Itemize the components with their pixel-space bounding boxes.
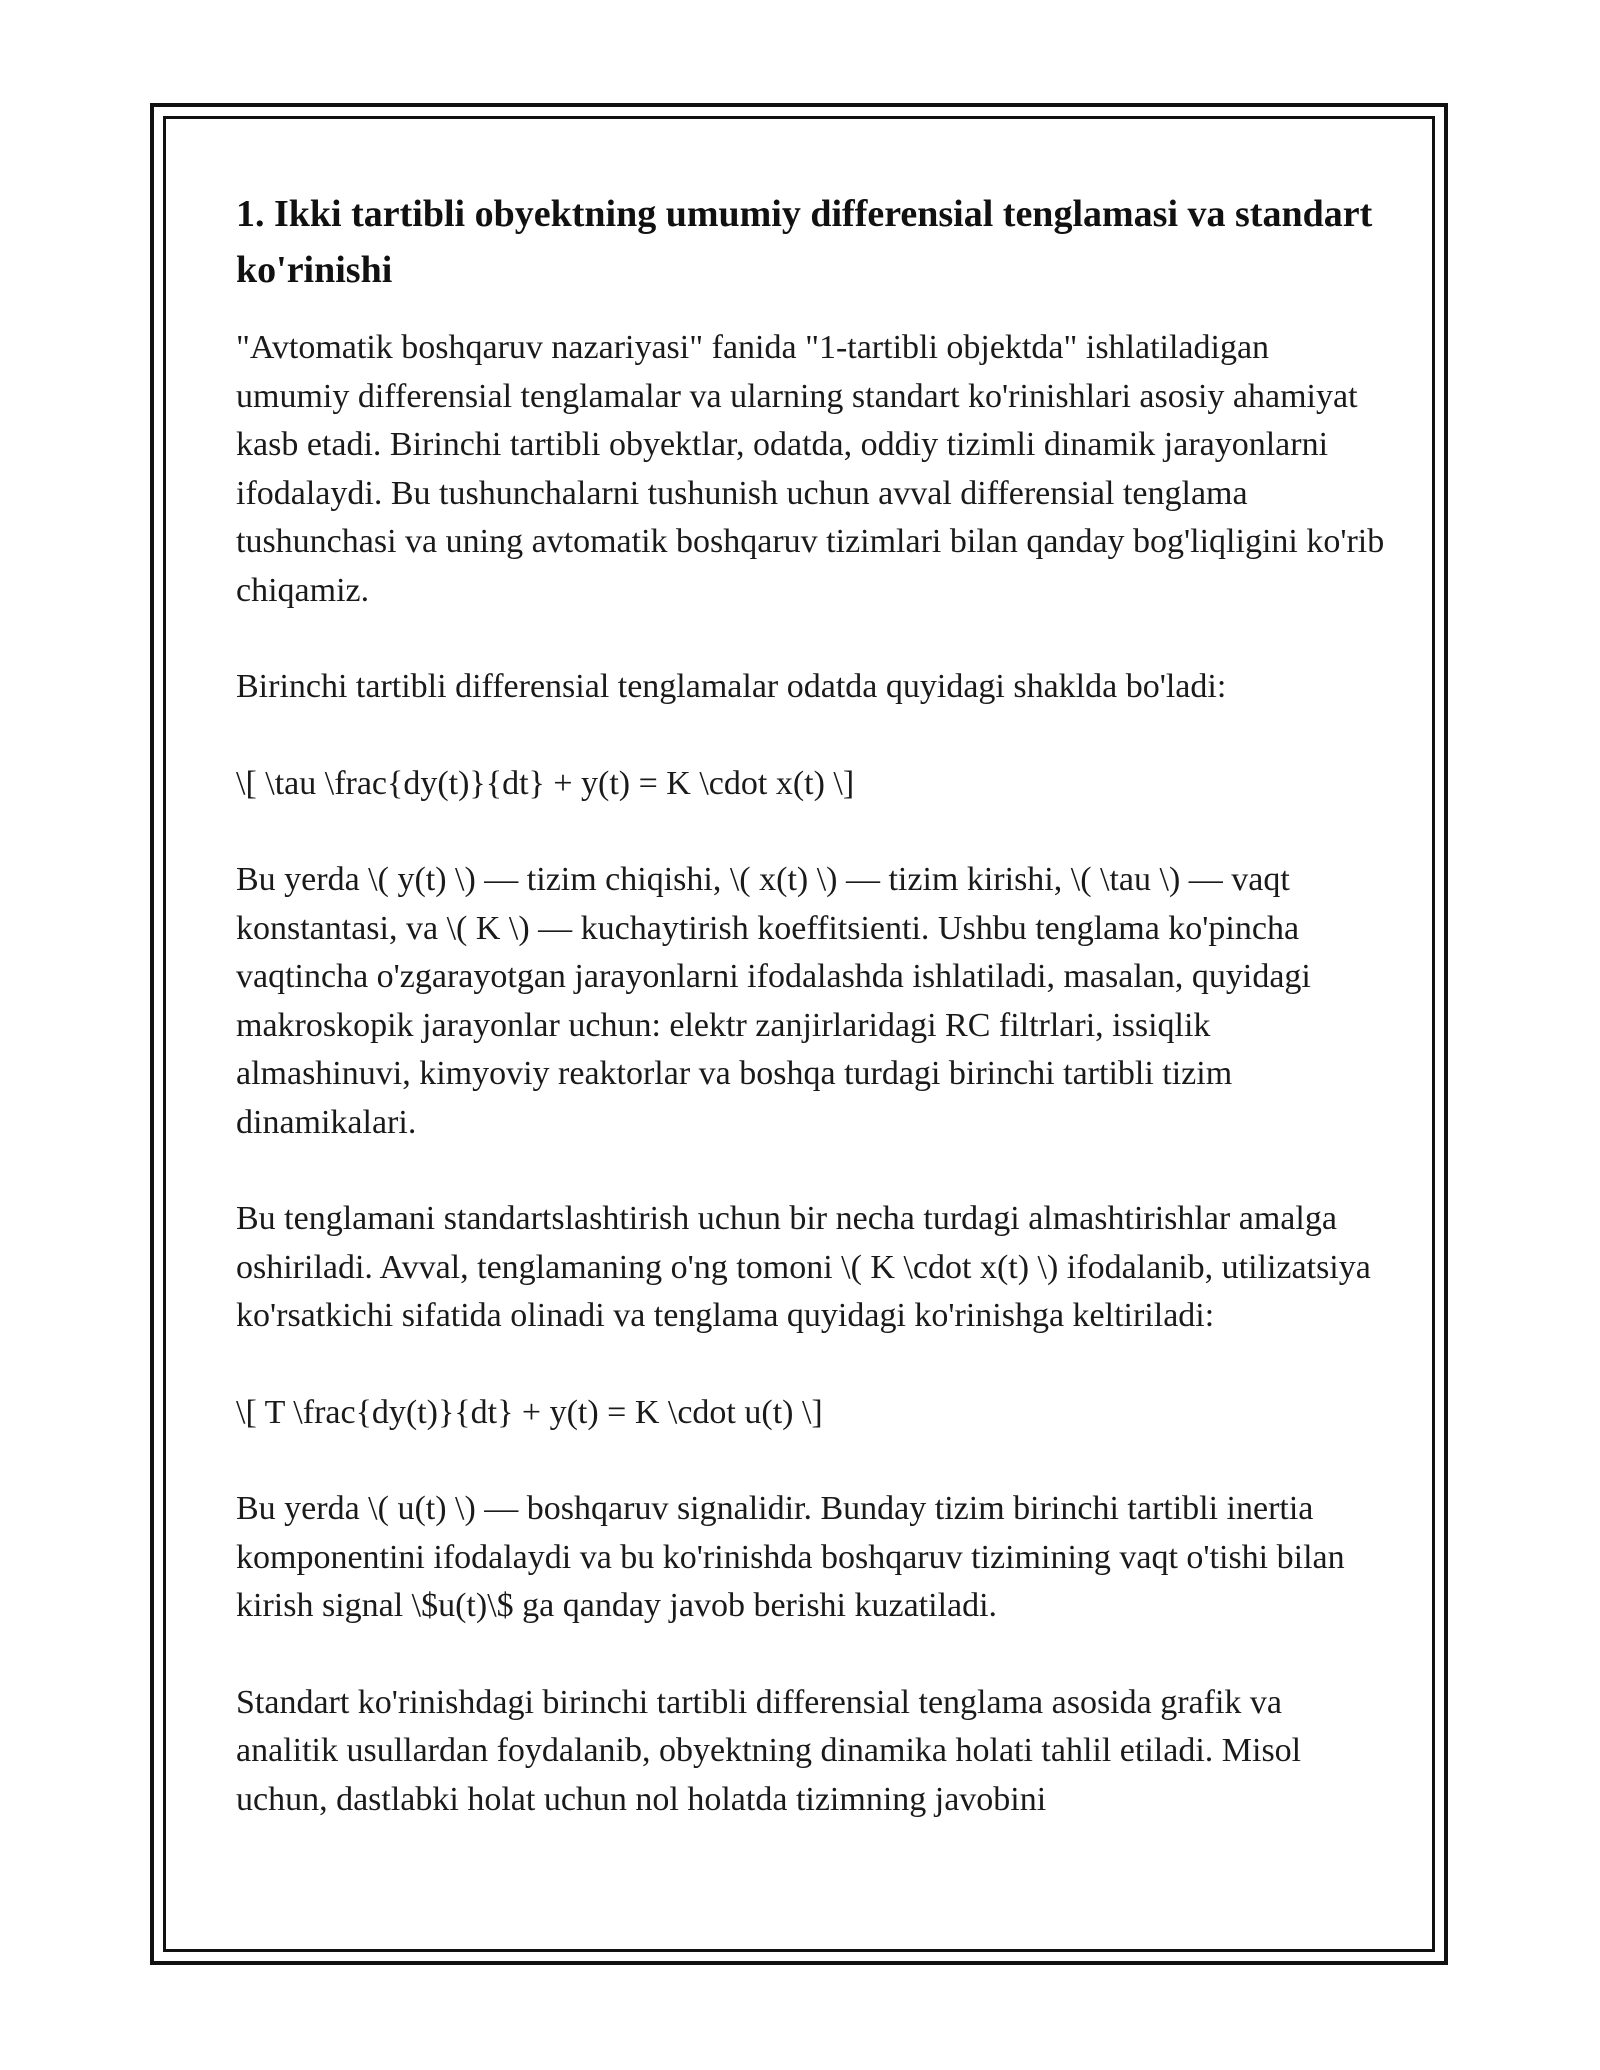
paragraph-standardization: Bu tenglamani standartslashtirish uchun bir necha turdagi almashtirishlar amalga oshiriladi. Avval, tenglamaning o'ng tomoni \( K \cdot x(t) \) ifodalanib, utilizatsiya ko'rsatkichi sifatida olinadi va tenglama quyidagi ko'rinishga keltiriladi:	[236, 1200, 1371, 1334]
formula-standard-form: \[ T \frac{dy(t)}{dt} + y(t) = K \cdot u(t) \]	[236, 1393, 823, 1431]
paragraph-control-signal: Bu yerda \( u(t) \) — boshqaruv signalidir. Bunday tizim birinchi tartibli inertia komponentini ifodalaydi va bu ko'rinishda boshqaruv tizimining vaqt o'tishi bilan kirish signal \$u(t)\$ ga qanday javob berishi kuzatiladi.	[236, 1490, 1345, 1624]
document-body	[236, 186, 1386, 1872]
paragraph-analysis: Standart ko'rinishdagi birinchi tartibli differensial tenglama asosida grafik va analitik usullardan foydalanib, obyektning dinamika holati tahlil etiladi. Misol uchun, dastlabki holat uchun nol holatda tizimning javobini	[236, 1683, 1302, 1818]
section-heading: 1. Ikki tartibli obyektning umumiy differensial tenglamasi va standart ko'rinishi	[236, 193, 1373, 291]
paragraph-first-order-form: Birinchi tartibli differensial tenglamalar odatda quyidagi shaklda bo'ladi:	[236, 668, 1227, 705]
formula-first-order: \[ \tau \frac{dy(t)}{dt} + y(t) = K \cdot x(t) \]	[236, 764, 855, 802]
paragraph-variables: Bu yerda \( y(t) \) — tizim chiqishi, \( x(t) \) — tizim kirishi, \( \tau \) — vaqt konstantasi, va \( K \) — kuchaytirish koeffitsienti. Ushbu tenglama ko'pincha vaqtincha o'zgarayotgan jarayonlarni ifodalashda ishlatiladi, masalan, quyidagi makroskopik jarayonlar uchun: elektr zanjirlaridagi RC filtrlari, issiqlik almashinuvi, kimyoviy reaktorlar va boshqa turdagi birinchi tartibli tizim dinamikalari.	[236, 861, 1311, 1141]
paragraph-intro: "Avtomatik boshqaruv nazariyasi" fanida "1-tartibli objektda" ishlatiladigan umumiy differensial tenglamalar va ularning standart ko'rinishlari asosiy ahamiyat kasb etadi. Birinchi tartibli obyektlar, odatda, oddiy tizimli dinamik jarayonlarni ifodalaydi. Bu tushunchalarni tushunish uchun avval differensial tenglama tushunchasi va uning avtomatik boshqaruv tizimlari bilan qanday bog'liqligini ko'rib chiqamiz.	[236, 329, 1385, 609]
